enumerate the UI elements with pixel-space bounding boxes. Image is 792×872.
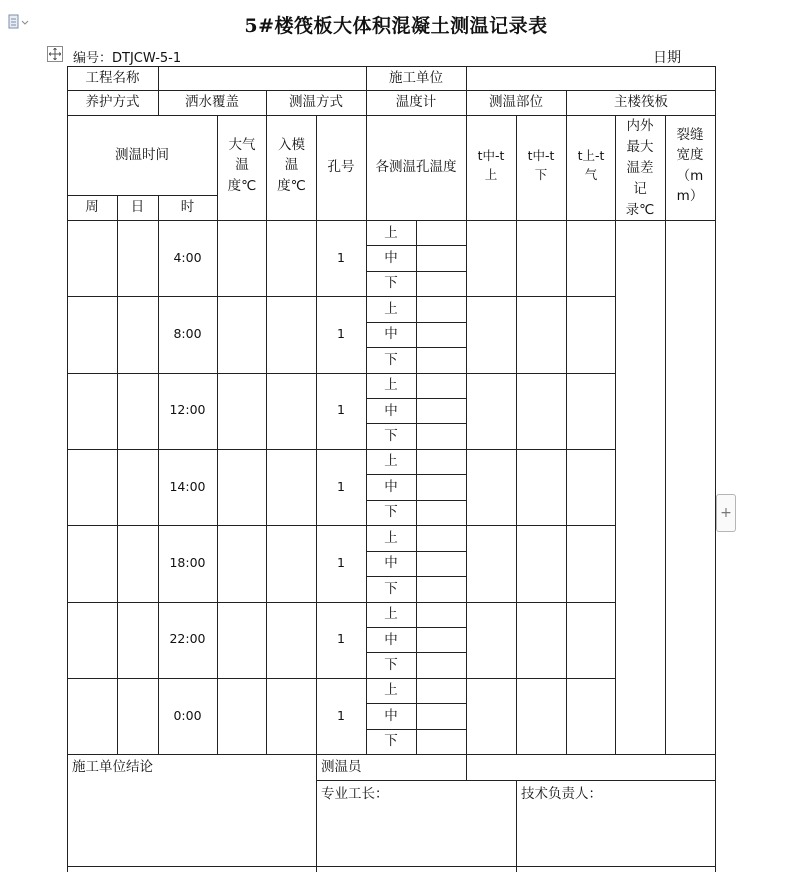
record-level-bottom: 下 — [384, 733, 398, 750]
record-level-bottom: 下 — [384, 428, 398, 445]
record-level-top: 上 — [384, 377, 398, 394]
record-level-middle: 中 — [384, 555, 398, 572]
record-level-top: 上 — [384, 682, 398, 699]
header-t-mid-bottom: t中-t下 — [527, 148, 555, 182]
record-temp-input[interactable] — [416, 245, 466, 270]
record-level-top: 上 — [384, 606, 398, 623]
header-t-top-air: t上-t气 — [577, 148, 605, 182]
curing-value: 洒水覆盖 — [185, 94, 239, 111]
record-time: 8:00 — [173, 326, 202, 342]
record-temp-input[interactable] — [416, 703, 466, 728]
record-level-bottom: 下 — [384, 656, 398, 673]
record-level-middle: 中 — [384, 631, 398, 648]
header-time: 测温时间 — [115, 146, 169, 163]
constructor-label: 施工单位 — [389, 69, 443, 86]
record-temp-input[interactable] — [416, 500, 466, 525]
record-hole-no: 1 — [337, 249, 345, 265]
record-temp-input[interactable] — [416, 652, 466, 677]
record-level-middle: 中 — [384, 707, 398, 724]
recorder-value[interactable] — [466, 754, 716, 780]
header-hole-no: 孔号 — [327, 159, 355, 176]
part-label: 测温部位 — [489, 94, 543, 111]
record-hole-no: 1 — [337, 326, 345, 342]
plus-icon[interactable]: + — [716, 494, 736, 532]
record-time: 22:00 — [169, 631, 206, 647]
record-level-top: 上 — [384, 453, 398, 470]
record-temp-input[interactable] — [416, 220, 466, 245]
record-level-middle: 中 — [384, 250, 398, 266]
tech-lead-label: 技术负责人： — [521, 786, 602, 802]
record-hole-no: 1 — [337, 554, 345, 570]
record-temp-input[interactable] — [416, 576, 466, 601]
record-hole-no: 1 — [337, 631, 345, 647]
record-time: 18:00 — [169, 554, 206, 570]
record-time: 0:00 — [173, 707, 202, 723]
record-temp-input[interactable] — [416, 271, 466, 296]
record-level-bottom: 下 — [384, 580, 398, 597]
record-level-middle: 中 — [384, 478, 398, 495]
method-label: 测温方式 — [289, 94, 343, 111]
record-temp-input[interactable] — [416, 474, 466, 499]
record-time: 12:00 — [169, 402, 206, 418]
record-temp-input[interactable] — [416, 525, 466, 550]
record-temp-input[interactable] — [416, 627, 466, 652]
record-level-bottom: 下 — [384, 351, 398, 368]
header-hole-temp: 各测温孔温度 — [375, 159, 457, 176]
curing-label: 养护方式 — [85, 94, 140, 111]
project-name-label: 工程名称 — [85, 69, 140, 86]
record-temp-input[interactable] — [416, 678, 466, 703]
header-crack-width: 裂缝宽度（mm） — [676, 127, 704, 204]
record-time: 14:00 — [169, 478, 206, 494]
record-time: 4:00 — [173, 249, 202, 265]
record-temp-input[interactable] — [416, 322, 466, 347]
page-title: 5#楼筏板大体积混凝土测温记录表 — [244, 15, 548, 37]
record-temp-input[interactable] — [416, 347, 466, 372]
header-t-mid-top: t中-t上 — [477, 148, 505, 182]
form-code: 编号：DTJCW-5-1 — [73, 51, 182, 66]
project-name-value[interactable] — [158, 66, 366, 90]
conclusion-label: 施工单位结论 — [72, 759, 153, 775]
header-week: 周 — [85, 199, 99, 216]
record-temp-input[interactable] — [416, 373, 466, 398]
record-temp-input[interactable] — [416, 296, 466, 321]
method-value: 温度计 — [395, 94, 437, 111]
record-temp-input[interactable] — [416, 602, 466, 627]
record-temp-input[interactable] — [416, 729, 466, 754]
date-label: 日期 — [653, 50, 681, 66]
header-max-diff: 内外最大温差记录℃ — [625, 118, 655, 218]
record-level-bottom: 下 — [384, 504, 398, 521]
header-hour: 时 — [180, 199, 195, 216]
record-hole-no: 1 — [337, 478, 345, 494]
record-temp-input[interactable] — [416, 423, 466, 448]
record-level-middle: 中 — [384, 326, 398, 343]
record-temp-input[interactable] — [416, 551, 466, 576]
constructor-value[interactable] — [466, 66, 716, 90]
header-mold-temp: 入模温度℃ — [277, 137, 306, 194]
header-air-temp: 大气温度℃ — [227, 137, 257, 194]
part-value: 主楼筏板 — [614, 94, 668, 111]
record-level-top: 上 — [384, 300, 398, 317]
record-level-top: 上 — [384, 529, 398, 546]
record-level-bottom: 下 — [384, 275, 398, 292]
record-level-middle: 中 — [384, 402, 398, 419]
record-level-top: 上 — [384, 224, 398, 241]
foreman-label: 专业工长： — [321, 786, 389, 802]
recorder-label: 测温员 — [321, 759, 362, 775]
record-hole-no: 1 — [337, 707, 345, 723]
record-hole-no: 1 — [337, 402, 345, 418]
header-day: 日 — [130, 199, 145, 216]
record-temp-input[interactable] — [416, 449, 466, 474]
record-temp-input[interactable] — [416, 398, 466, 423]
